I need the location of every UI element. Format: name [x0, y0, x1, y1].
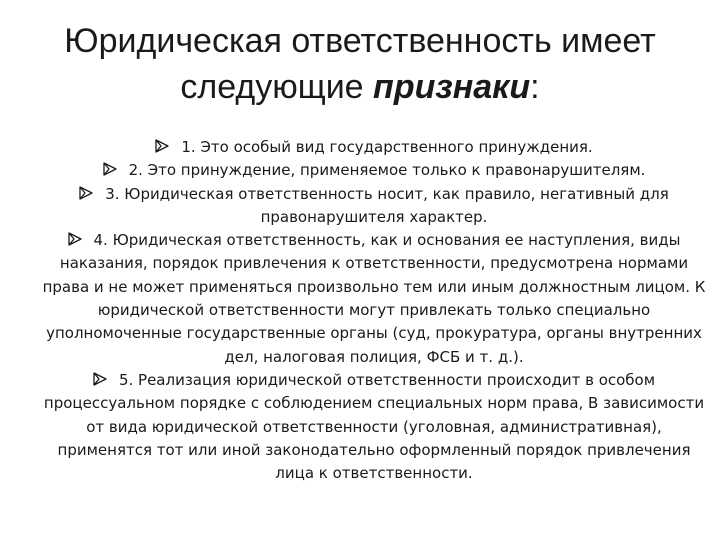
list-item [40, 229, 708, 369]
list-item-text: 3. Юридическая ответственность носит, как правило, негативный для правонарушителя характер. [105, 184, 669, 226]
title-line-1: Юридическая ответственность имеет [64, 22, 656, 60]
arrowhead-bullet-icon [68, 232, 82, 246]
list-item-text: 4. Юридическая ответственность, как и основания ее наступления, виды наказания, порядок привлечения к ответственности, предусмотрена нормами права и не может применяться произвольно тем или иным должностным лицом. К юридической ответственности могут привлекать только специально уполномоченные государственные органы (суд, прокуратура, органы внутренних дел, налоговая полиция, ФСБ и т. д.). [42, 231, 706, 366]
arrowhead-bullet-icon [93, 372, 107, 386]
list-item [40, 136, 708, 159]
arrowhead-bullet-icon [155, 139, 169, 153]
title-suffix: : [530, 68, 540, 106]
title-line-2 [40, 64, 680, 110]
list-item-text: 1. Это особый вид государственного принуждения. [181, 138, 593, 156]
list-item [40, 369, 708, 485]
list-item-text: 5. Реализация юридической ответственности происходит в особом процессуальном порядке с соблюдением специальных норм права, В зависимости от вида юридической ответственности (уголовная, административная), применятся тот или иной законодательно оформленный порядок привлечения лица к ответственности. [43, 370, 705, 483]
list-item [40, 183, 708, 230]
slide-title [40, 18, 680, 110]
feature-list [40, 136, 708, 485]
arrowhead-bullet-icon [79, 186, 93, 200]
list-item [40, 159, 708, 182]
arrowhead-bullet-icon [103, 162, 117, 176]
title-prefix: следующие [180, 68, 374, 106]
title-emphasis: признаки [373, 68, 531, 106]
list-item-text: 2. Это принуждение, применяемое только к правонарушителям. [128, 161, 646, 180]
